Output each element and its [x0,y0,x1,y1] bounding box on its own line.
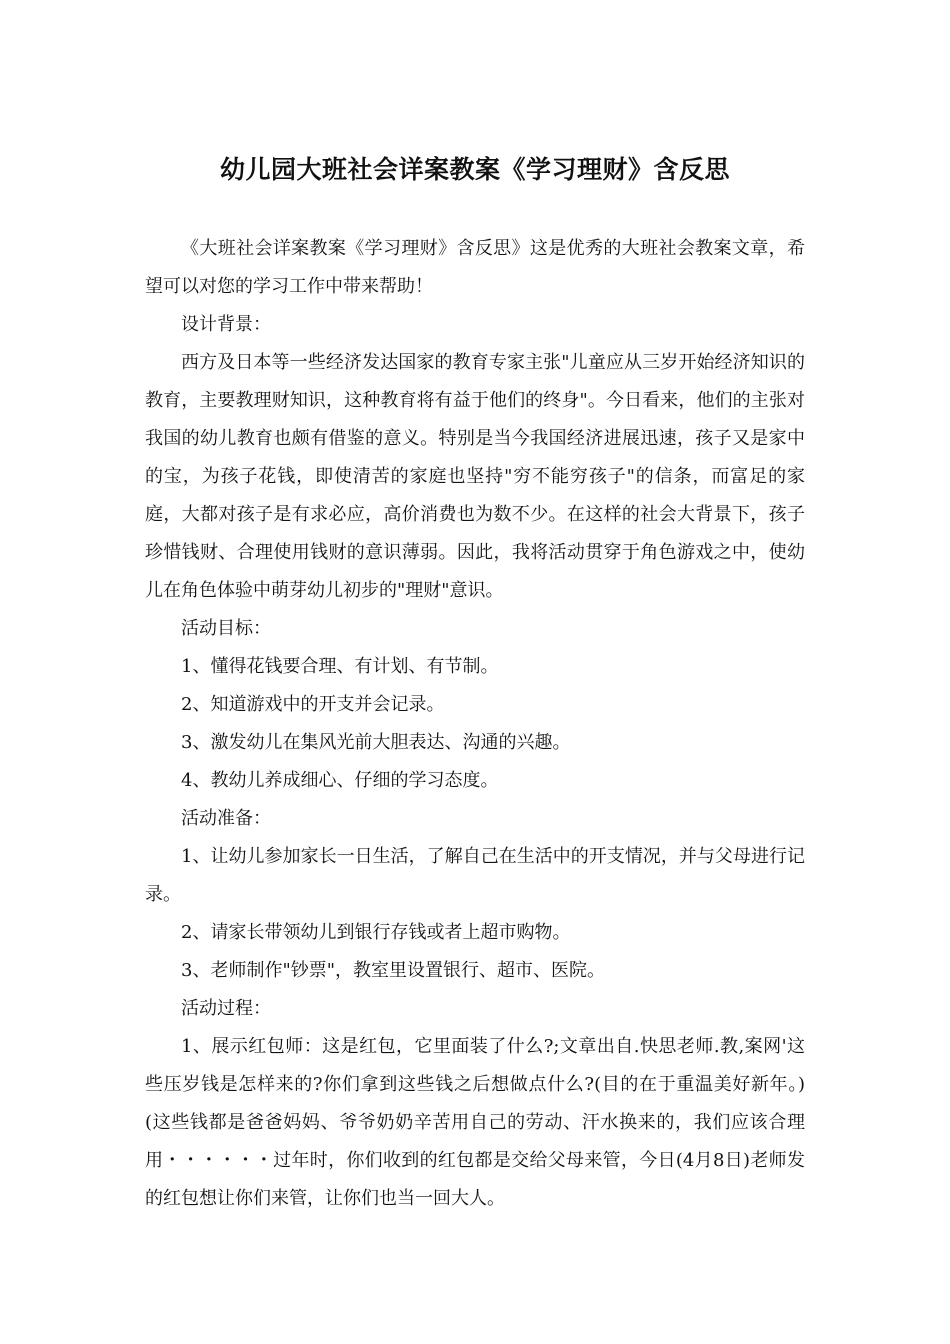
intro-paragraph: 《大班社会详案教案《学习理财》含反思》这是优秀的大班社会教案文章，希望可以对您的学习工作中带来帮助！ [145,238,805,297]
section-heading-process: 活动过程： [181,998,271,1019]
section-heading-background: 设计背景： [181,314,271,335]
process-item-1: 1、展示红包师：这是红包，它里面装了什么?;文章出自.快思老师.教,案网'这些压岁钱是怎样来的?你们拿到这些钱之后想做点什么?(目的在于重温美好新年。)(这些钱都是爸爸妈妈、爷爷奶奶辛苦用自己的劳动、汗水换来的，我们应该合理用・・・・・・过年时，你们收到的红包都是交给父母来管，今日(4月8日)老师发的红包想让你们来管，让你们也当一回大人。 [145,1036,805,1209]
preparation-item-1: 1、让幼儿参加家长一日生活，了解自己在生活中的开支情况，并与父母进行记录。 [145,846,805,905]
section-heading-preparation: 活动准备： [181,808,271,829]
preparation-item-2: 2、请家长带领幼儿到银行存钱或者上超市购物。 [181,922,571,943]
goal-item-3: 3、激发幼儿在集风光前大胆表达、沟通的兴趣。 [181,732,571,753]
goal-item-4: 4、教幼儿养成细心、仔细的学习态度。 [181,770,499,791]
document-title: 幼儿园大班社会详案教案《学习理财》含反思 [219,155,730,184]
document-body [145,230,805,1218]
goal-item-2: 2、知道游戏中的开支并会记录。 [181,694,445,715]
section-heading-goals: 活动目标： [181,618,271,639]
preparation-item-3: 3、老师制作"钞票"，教室里设置银行、超市、医院。 [181,960,606,981]
background-paragraph: 西方及日本等一些经济发达国家的教育专家主张"儿童应从三岁开始经济知识的教育，主要教理财知识，这种教育将有益于他们的终身"。今日看来，他们的主张对我国的幼儿教育也颇有借鉴的意义。特别是当今我国经济进展迅速，孩子又是家中的宝，为孩子花钱，即使清苦的家庭也坚持"穷不能穷孩子"的信条，而富足的家庭，大都对孩子是有求必应，高价消费也为数不少。在这样的社会大背景下，孩子珍惜钱财、合理使用钱财的意识薄弱。因此，我将活动贯穿于角色游戏之中，使幼儿在角色体验中萌芽幼儿初步的"理财"意识。 [145,352,805,601]
goal-item-1: 1、懂得花钱要合理、有计划、有节制。 [181,656,499,677]
